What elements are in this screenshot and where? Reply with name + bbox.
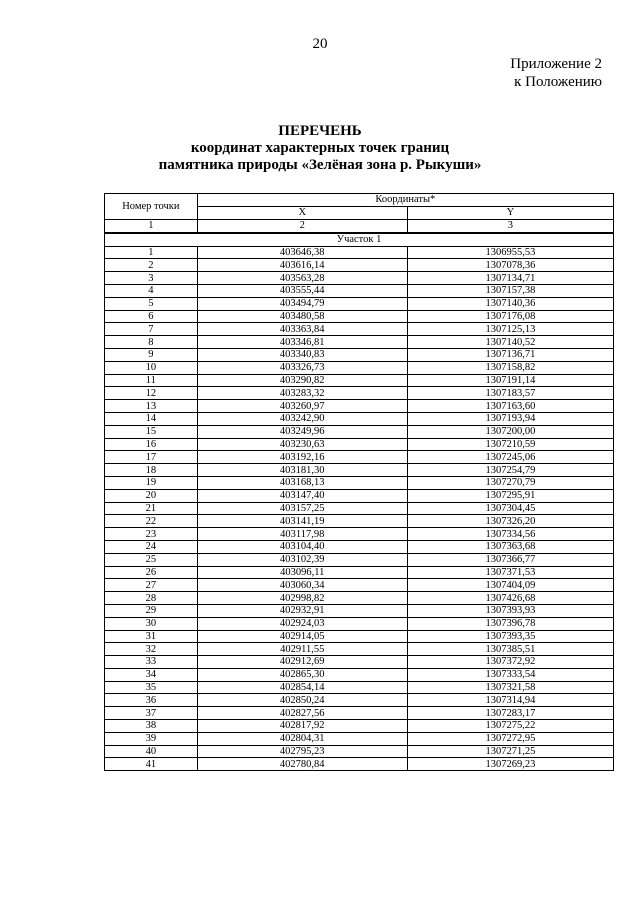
y-coordinate-cell: 1307200,00: [407, 425, 613, 438]
header-x: X: [197, 207, 407, 220]
x-coordinate-cell: 403616,14: [197, 259, 407, 272]
table-row: [105, 387, 614, 400]
table-row: [105, 489, 614, 502]
y-coordinate-cell: 1307372,92: [407, 656, 613, 669]
point-number-cell: 41: [105, 758, 198, 771]
point-number-cell: 4: [105, 284, 198, 297]
y-coordinate-cell: 1307270,79: [407, 476, 613, 489]
point-number-cell: 20: [105, 489, 198, 502]
y-coordinate-cell: 1307125,13: [407, 323, 613, 336]
section-row: [105, 233, 614, 246]
x-coordinate-cell: 403168,13: [197, 476, 407, 489]
x-coordinate-cell: 403326,73: [197, 361, 407, 374]
y-coordinate-cell: 1307269,23: [407, 758, 613, 771]
y-coordinate-cell: 1307326,20: [407, 515, 613, 528]
table-row: [105, 528, 614, 541]
y-coordinate-cell: 1307334,56: [407, 528, 613, 541]
table-row: [105, 412, 614, 425]
y-coordinate-cell: 1307163,60: [407, 400, 613, 413]
table-row: [105, 310, 614, 323]
table-row: [105, 515, 614, 528]
x-coordinate-cell: 403249,96: [197, 425, 407, 438]
x-coordinate-cell: 403283,32: [197, 387, 407, 400]
y-coordinate-cell: 1307393,93: [407, 604, 613, 617]
x-coordinate-cell: 403290,82: [197, 374, 407, 387]
x-coordinate-cell: 402924,03: [197, 617, 407, 630]
point-number-cell: 36: [105, 694, 198, 707]
point-number-cell: 11: [105, 374, 198, 387]
y-coordinate-cell: 1307396,78: [407, 617, 613, 630]
table-row: [105, 732, 614, 745]
x-coordinate-cell: 403157,25: [197, 502, 407, 515]
table-row: [105, 579, 614, 592]
point-number-cell: 16: [105, 438, 198, 451]
y-coordinate-cell: 1307275,22: [407, 720, 613, 733]
x-coordinate-cell: 402850,24: [197, 694, 407, 707]
y-coordinate-cell: 1307363,68: [407, 540, 613, 553]
y-coordinate-cell: 1307140,36: [407, 297, 613, 310]
x-coordinate-cell: 403117,98: [197, 528, 407, 541]
table-row: [105, 464, 614, 477]
x-coordinate-cell: 403346,81: [197, 336, 407, 349]
header-point-number: Номер точки: [105, 194, 198, 220]
table-row: [105, 438, 614, 451]
y-coordinate-cell: 1307136,71: [407, 348, 613, 361]
y-coordinate-cell: 1307245,06: [407, 451, 613, 464]
appendix-line-2: к Положению: [514, 74, 602, 90]
y-coordinate-cell: 1307333,54: [407, 668, 613, 681]
x-coordinate-cell: 402914,05: [197, 630, 407, 643]
point-number-cell: 39: [105, 732, 198, 745]
table-row: [105, 323, 614, 336]
title-line-2: координат характерных точек границ: [190, 140, 450, 156]
y-coordinate-cell: 1307157,38: [407, 284, 613, 297]
x-coordinate-cell: 403555,44: [197, 284, 407, 297]
y-coordinate-cell: 1307183,57: [407, 387, 613, 400]
x-coordinate-cell: 402827,56: [197, 707, 407, 720]
table-row: [105, 668, 614, 681]
y-coordinate-cell: 1307176,08: [407, 310, 613, 323]
point-number-cell: 8: [105, 336, 198, 349]
y-coordinate-cell: 1307371,53: [407, 566, 613, 579]
point-number-cell: 1: [105, 246, 198, 259]
y-coordinate-cell: 1307271,25: [407, 745, 613, 758]
table-row: [105, 297, 614, 310]
point-number-cell: 24: [105, 540, 198, 553]
x-coordinate-cell: 403060,34: [197, 579, 407, 592]
table-row: [105, 720, 614, 733]
x-coordinate-cell: 403181,30: [197, 464, 407, 477]
table-row: [105, 566, 614, 579]
table-row: [105, 553, 614, 566]
y-coordinate-cell: 1307140,52: [407, 336, 613, 349]
point-number-cell: 31: [105, 630, 198, 643]
x-coordinate-cell: 403480,58: [197, 310, 407, 323]
header-y: Y: [407, 207, 613, 220]
table-row: [105, 272, 614, 285]
point-number-cell: 29: [105, 604, 198, 617]
x-coordinate-cell: 402804,31: [197, 732, 407, 745]
title-line-3: памятника природы «Зелёная зона р. Рыкуши»: [158, 157, 482, 173]
table-row: [105, 681, 614, 694]
table-row: [105, 604, 614, 617]
table-row: [105, 617, 614, 630]
y-coordinate-cell: 1307283,17: [407, 707, 613, 720]
x-coordinate-cell: 402854,14: [197, 681, 407, 694]
point-number-cell: 21: [105, 502, 198, 515]
table-row: [105, 656, 614, 669]
header-coordinates: Координаты*: [197, 194, 613, 207]
point-number-cell: 38: [105, 720, 198, 733]
x-coordinate-cell: 403563,28: [197, 272, 407, 285]
y-coordinate-cell: 1307314,94: [407, 694, 613, 707]
x-coordinate-cell: 403646,38: [197, 246, 407, 259]
point-number-cell: 10: [105, 361, 198, 374]
point-number-cell: 27: [105, 579, 198, 592]
x-coordinate-cell: 403242,90: [197, 412, 407, 425]
point-number-cell: 34: [105, 668, 198, 681]
document-title: [0, 123, 640, 174]
point-number-cell: 25: [105, 553, 198, 566]
table-row: [105, 246, 614, 259]
point-number-cell: 33: [105, 656, 198, 669]
table-row: [105, 502, 614, 515]
appendix-line-1: Приложение 2: [510, 56, 602, 72]
y-coordinate-cell: 1307426,68: [407, 592, 613, 605]
coordinates-table: [104, 193, 614, 771]
x-coordinate-cell: 402998,82: [197, 592, 407, 605]
table-row: [105, 284, 614, 297]
table-row: [105, 348, 614, 361]
point-number-cell: 2: [105, 259, 198, 272]
table-row: [105, 540, 614, 553]
y-coordinate-cell: 1307210,59: [407, 438, 613, 451]
section-label: Участок 1: [105, 233, 614, 246]
x-coordinate-cell: 402817,92: [197, 720, 407, 733]
point-number-cell: 32: [105, 643, 198, 656]
title-line-1: ПЕРЕЧЕНЬ: [278, 123, 362, 139]
x-coordinate-cell: 403494,79: [197, 297, 407, 310]
column-number-2: 2: [197, 220, 407, 233]
y-coordinate-cell: 1307193,94: [407, 412, 613, 425]
x-coordinate-cell: 403104,40: [197, 540, 407, 553]
x-coordinate-cell: 402780,84: [197, 758, 407, 771]
y-coordinate-cell: 1307404,09: [407, 579, 613, 592]
page-number: 20: [312, 36, 328, 52]
table-row: [105, 400, 614, 413]
column-number-1: 1: [105, 220, 198, 233]
table-row: [105, 451, 614, 464]
point-number-cell: 14: [105, 412, 198, 425]
point-number-cell: 26: [105, 566, 198, 579]
table-row: [105, 476, 614, 489]
table-row: [105, 758, 614, 771]
y-coordinate-cell: 1307191,14: [407, 374, 613, 387]
x-coordinate-cell: 402795,23: [197, 745, 407, 758]
x-coordinate-cell: 403260,97: [197, 400, 407, 413]
header-row: [105, 194, 614, 207]
table-row: [105, 361, 614, 374]
x-coordinate-cell: 402865,30: [197, 668, 407, 681]
table-row: [105, 592, 614, 605]
x-coordinate-cell: 403192,16: [197, 451, 407, 464]
point-number-cell: 19: [105, 476, 198, 489]
y-coordinate-cell: 1307366,77: [407, 553, 613, 566]
x-coordinate-cell: 403147,40: [197, 489, 407, 502]
y-coordinate-cell: 1307304,45: [407, 502, 613, 515]
x-coordinate-cell: 403340,83: [197, 348, 407, 361]
x-coordinate-cell: 402912,69: [197, 656, 407, 669]
point-number-cell: 40: [105, 745, 198, 758]
point-number-cell: 9: [105, 348, 198, 361]
y-coordinate-cell: 1307295,91: [407, 489, 613, 502]
point-number-cell: 22: [105, 515, 198, 528]
y-coordinate-cell: 1307254,79: [407, 464, 613, 477]
column-number-3: 3: [407, 220, 613, 233]
point-number-cell: 18: [105, 464, 198, 477]
column-numbers-row: [105, 220, 614, 233]
appendix-reference: [510, 55, 602, 91]
point-number-cell: 7: [105, 323, 198, 336]
point-number-cell: 23: [105, 528, 198, 541]
point-number-cell: 28: [105, 592, 198, 605]
x-coordinate-cell: 403230,63: [197, 438, 407, 451]
x-coordinate-cell: 403102,39: [197, 553, 407, 566]
y-coordinate-cell: 1307134,71: [407, 272, 613, 285]
x-coordinate-cell: 402911,55: [197, 643, 407, 656]
x-coordinate-cell: 403096,11: [197, 566, 407, 579]
y-coordinate-cell: 1306955,53: [407, 246, 613, 259]
point-number-cell: 13: [105, 400, 198, 413]
x-coordinate-cell: 402932,91: [197, 604, 407, 617]
table-row: [105, 643, 614, 656]
table-row: [105, 374, 614, 387]
x-coordinate-cell: 403363,84: [197, 323, 407, 336]
point-number-cell: 35: [105, 681, 198, 694]
y-coordinate-cell: 1307158,82: [407, 361, 613, 374]
y-coordinate-cell: 1307078,36: [407, 259, 613, 272]
table-row: [105, 745, 614, 758]
point-number-cell: 17: [105, 451, 198, 464]
point-number-cell: 15: [105, 425, 198, 438]
point-number-cell: 6: [105, 310, 198, 323]
table-row: [105, 707, 614, 720]
point-number-cell: 37: [105, 707, 198, 720]
point-number-cell: 30: [105, 617, 198, 630]
y-coordinate-cell: 1307272,95: [407, 732, 613, 745]
y-coordinate-cell: 1307385,51: [407, 643, 613, 656]
point-number-cell: 12: [105, 387, 198, 400]
table-row: [105, 425, 614, 438]
y-coordinate-cell: 1307321,58: [407, 681, 613, 694]
table-row: [105, 336, 614, 349]
y-coordinate-cell: 1307393,35: [407, 630, 613, 643]
table-row: [105, 694, 614, 707]
table-row: [105, 630, 614, 643]
point-number-cell: 3: [105, 272, 198, 285]
point-number-cell: 5: [105, 297, 198, 310]
x-coordinate-cell: 403141,19: [197, 515, 407, 528]
table-row: [105, 259, 614, 272]
